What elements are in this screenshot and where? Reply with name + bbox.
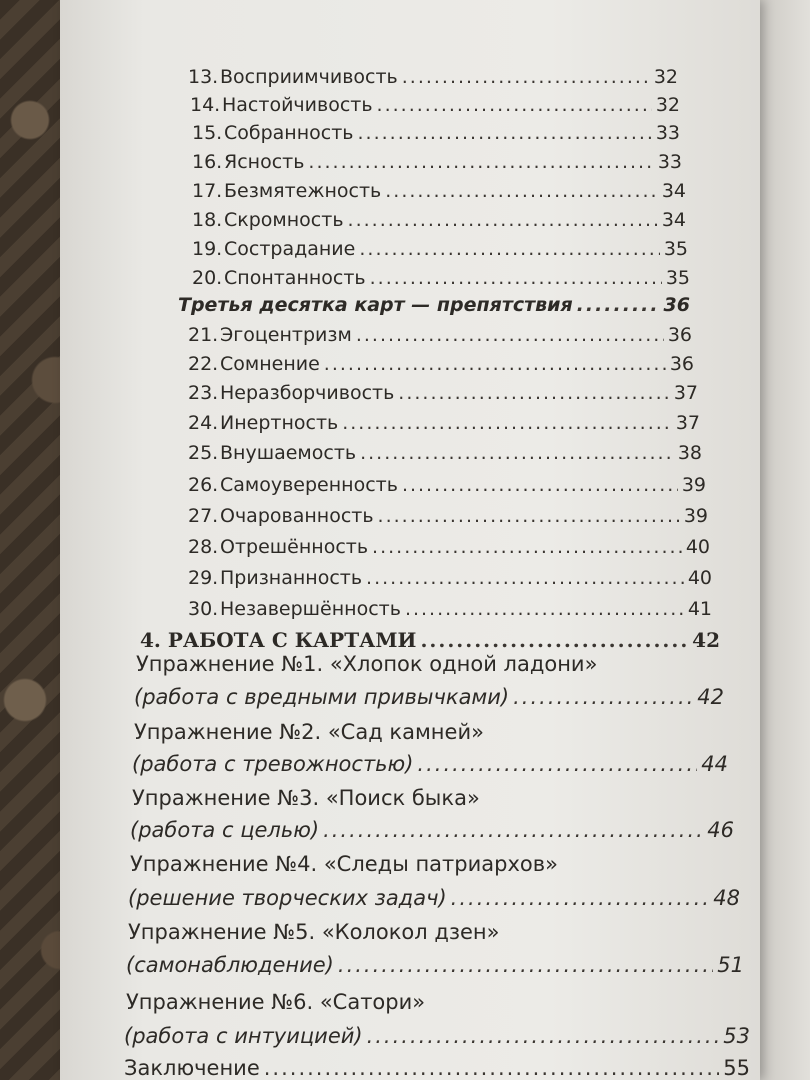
group-heading (0, 294, 690, 316)
toc-entry (0, 122, 680, 144)
entry-page: 37 (675, 412, 700, 434)
leader-dots (577, 294, 660, 316)
entry-page: 40 (687, 567, 712, 589)
entry-number: 16. (192, 151, 223, 173)
entry-title: Ясность (224, 151, 305, 173)
entry-title: Восприимчивость (220, 66, 398, 88)
entry-number: 29. (188, 567, 219, 589)
entry-number: 18. (192, 209, 223, 231)
leader-dots (405, 598, 684, 620)
entry-title: Настойчивость (222, 94, 373, 116)
entry-page: 34 (661, 180, 686, 202)
entry-title: Сострадание (224, 238, 356, 260)
entry-title: Незавершённость (220, 598, 401, 620)
entry-page: 35 (665, 267, 690, 289)
exercise-1-subtitle-row (0, 685, 724, 709)
entry-title: Эгоцентризм (220, 324, 352, 346)
leader-dots (359, 238, 659, 260)
entry-number: 23. (188, 382, 219, 404)
entry-page: 32 (653, 66, 678, 88)
exercise-4-page: 48 (713, 886, 740, 910)
entry-page: 37 (673, 382, 698, 404)
leader-dots (513, 685, 693, 709)
exercise-5-name: Упражнение №5. «Колокол дзен» (128, 920, 500, 944)
entry-title: Собранность (224, 122, 354, 144)
entry-number: 26. (188, 474, 219, 496)
toc-entry (0, 94, 680, 116)
entry-page: 33 (657, 151, 682, 173)
leader-dots (420, 628, 688, 652)
leader-dots (377, 94, 652, 116)
leader-dots (342, 412, 672, 434)
exercise-3-subtitle-row (0, 818, 734, 842)
leader-dots (323, 818, 703, 842)
entry-page: 39 (683, 505, 708, 527)
entry-number: 17. (192, 180, 223, 202)
leader-dots (348, 209, 658, 231)
exercise-4-name: Упражнение №4. «Следы патриархов» (130, 852, 558, 876)
entry-number: 20. (192, 267, 223, 289)
entry-number: 22. (188, 353, 219, 375)
entry-number: 14. (190, 94, 221, 116)
leader-dots (451, 886, 710, 910)
toc-entry (0, 382, 698, 404)
exercise-6-subtitle-row (0, 1024, 750, 1048)
exercise-4-subtitle-row (0, 886, 740, 910)
entry-title: Безмятежность (224, 180, 382, 202)
leader-dots (417, 752, 697, 776)
group-heading-page: 36 (663, 294, 690, 316)
leader-dots (402, 474, 678, 496)
exercise-3-subtitle: (работа с целью) (130, 818, 320, 842)
exercise-6-name: Упражнение №6. «Сатори» (126, 990, 426, 1014)
entry-number: 19. (192, 238, 223, 260)
entry-page: 41 (687, 598, 712, 620)
exercise-2-subtitle-row (0, 752, 728, 776)
exercise-6-subtitle: (работа с интуицией) (124, 1024, 363, 1048)
entry-page: 33 (655, 122, 680, 144)
entry-number: 24. (188, 412, 219, 434)
entry-number: 25. (188, 442, 219, 464)
group-heading-title: Третья десятка карт — препятствия (178, 294, 573, 316)
leader-dots (398, 382, 670, 404)
exercise-3-name: Упражнение №3. «Поиск быка» (132, 786, 480, 810)
conclusion-entry (0, 1056, 750, 1080)
leader-dots (324, 353, 666, 375)
toc-entry (0, 536, 710, 558)
exercise-5-subtitle: (самонаблюдение) (126, 953, 334, 977)
entry-number: 28. (188, 536, 219, 558)
entry-number: 27. (188, 505, 219, 527)
leader-dots (264, 1056, 720, 1080)
leader-dots (360, 442, 674, 464)
entry-page: 34 (661, 209, 686, 231)
section-title: 4. РАБОТА С КАРТАМИ (140, 628, 417, 652)
leader-dots (378, 505, 680, 527)
toc-entry (0, 505, 708, 527)
toc-entry (0, 238, 688, 260)
leader-dots (358, 122, 652, 144)
conclusion-page: 55 (723, 1056, 750, 1080)
entry-page: 35 (663, 238, 688, 260)
section-heading (0, 628, 720, 652)
entry-page: 36 (669, 353, 694, 375)
toc-entry (0, 353, 694, 375)
exercise-2-name: Упражнение №2. «Сад камней» (134, 720, 484, 744)
leader-dots (308, 151, 653, 173)
entry-page: 40 (685, 536, 710, 558)
toc-entry (0, 598, 712, 620)
entry-page: 39 (681, 474, 706, 496)
toc-entry (0, 66, 678, 88)
exercise-5-subtitle-row (0, 953, 744, 977)
entry-page: 36 (667, 324, 692, 346)
toc-entry (0, 267, 690, 289)
entry-page: 38 (677, 442, 702, 464)
exercise-5-page: 51 (717, 953, 744, 977)
entry-title: Самоуверенность (220, 474, 398, 496)
entry-number: 13. (188, 66, 219, 88)
exercise-2-subtitle: (работа с тревожностью) (132, 752, 414, 776)
entry-number: 30. (188, 598, 219, 620)
leader-dots (372, 536, 682, 558)
conclusion-title: Заключение (124, 1056, 260, 1080)
toc-entry (0, 442, 702, 464)
entry-title: Неразборчивость (220, 382, 395, 404)
leader-dots (402, 66, 650, 88)
entry-title: Признанность (220, 567, 363, 589)
exercise-1-subtitle: (работа с вредными привычками) (134, 685, 510, 709)
exercise-2-page: 44 (701, 752, 728, 776)
entry-number: 15. (192, 122, 223, 144)
exercise-1-name: Упражнение №1. «Хлопок одной ладони» (136, 652, 598, 676)
leader-dots (366, 567, 684, 589)
leader-dots (370, 267, 662, 289)
section-page: 42 (692, 628, 720, 652)
leader-dots (356, 324, 664, 346)
toc-entry (0, 151, 682, 173)
exercise-4-subtitle: (решение творческих задач) (128, 886, 447, 910)
toc-entry (0, 567, 712, 589)
leader-dots (367, 1024, 720, 1048)
entry-title: Сомнение (220, 353, 320, 375)
entry-title: Внушаемость (220, 442, 357, 464)
leader-dots (338, 953, 713, 977)
exercise-3-page: 46 (707, 818, 734, 842)
toc-entry (0, 180, 686, 202)
entry-number: 21. (188, 324, 219, 346)
exercise-6-page: 53 (723, 1024, 750, 1048)
entry-title: Скромность (224, 209, 344, 231)
entry-title: Спонтанность (224, 267, 366, 289)
entry-title: Отрешённость (220, 536, 369, 558)
entry-title: Инертность (220, 412, 339, 434)
toc-entry (0, 412, 700, 434)
toc-entry (0, 209, 686, 231)
entry-page: 32 (655, 94, 680, 116)
exercise-1-page: 42 (697, 685, 724, 709)
leader-dots (385, 180, 658, 202)
entry-title: Очарованность (220, 505, 374, 527)
toc-entry (0, 474, 706, 496)
toc-entry (0, 324, 692, 346)
